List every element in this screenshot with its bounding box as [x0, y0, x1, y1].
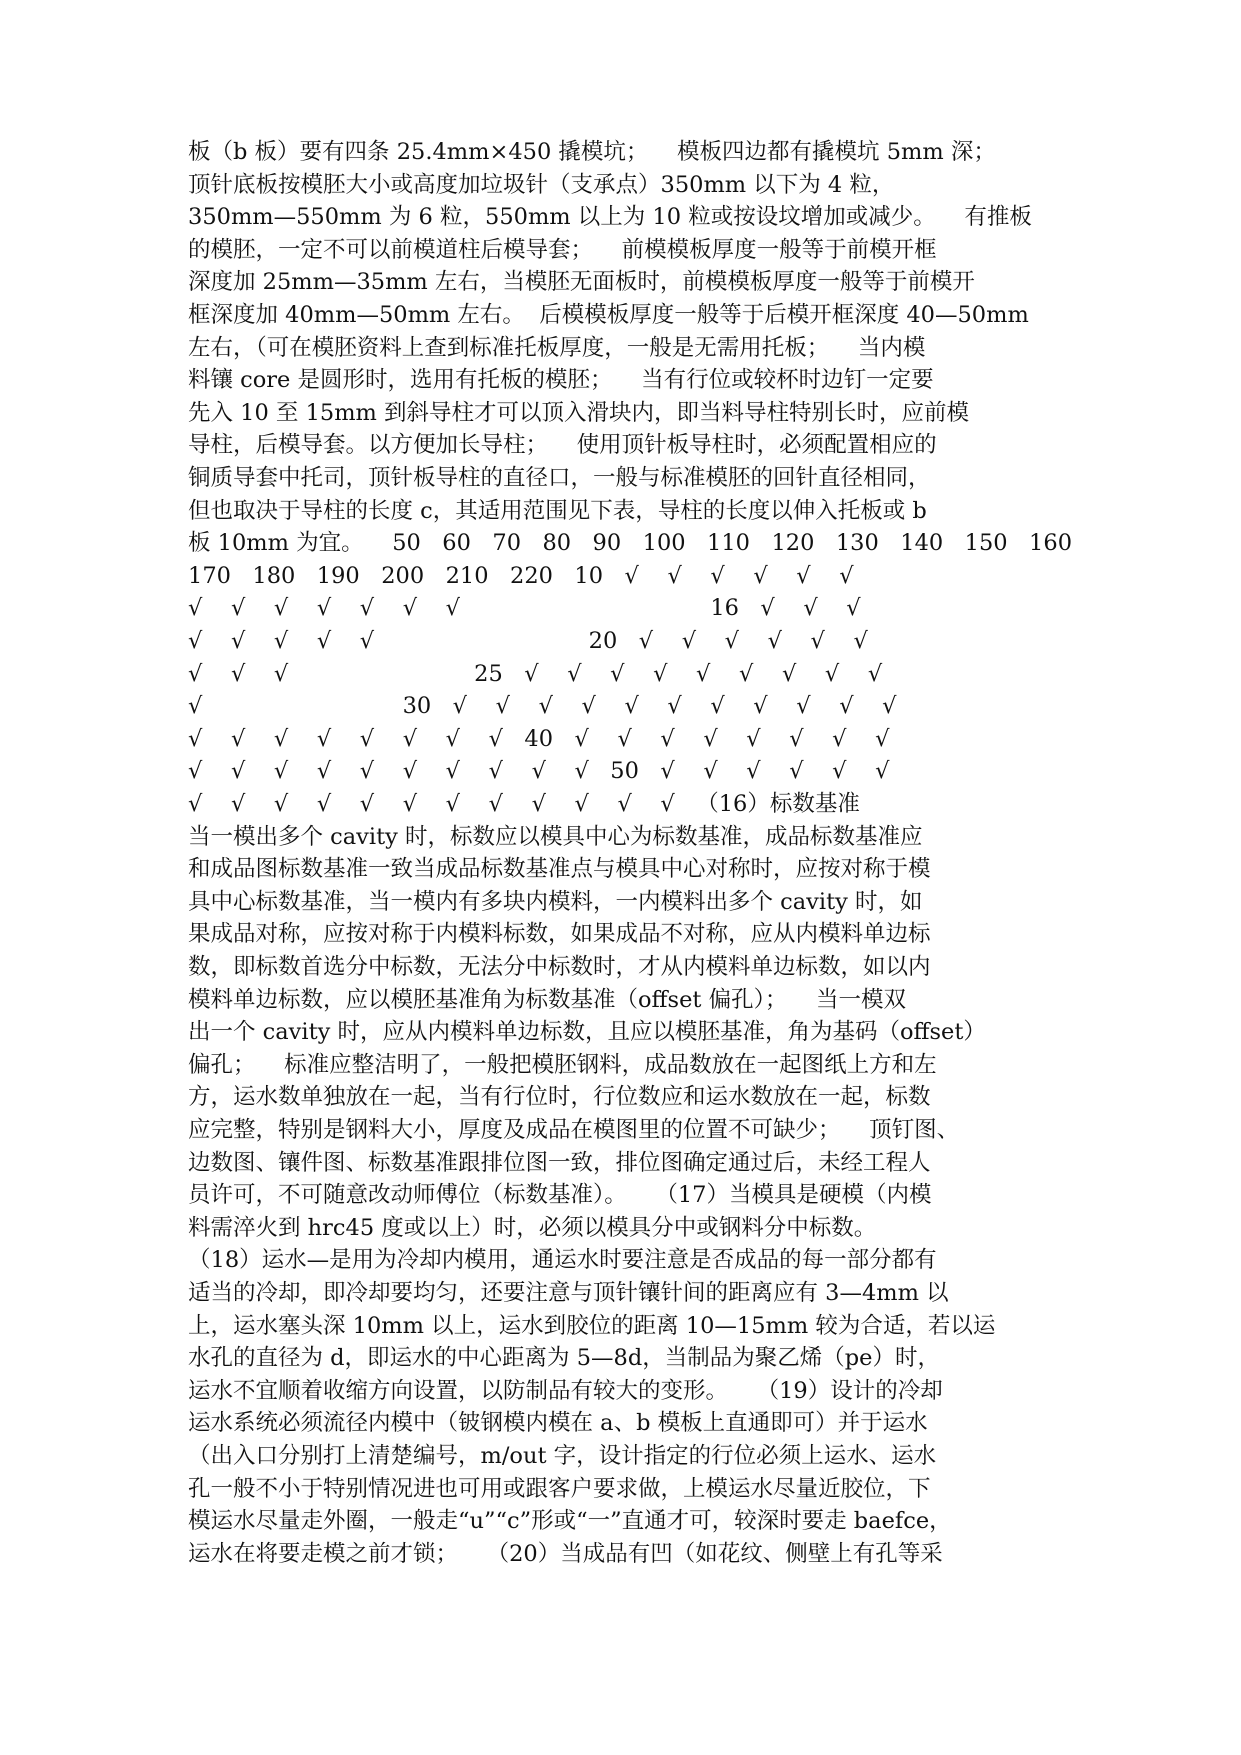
text-line: 深度加 25mm—35mm 左右，当模胚无面板时，前模模板厚度一般等于前模开	[188, 269, 975, 296]
text-line: √ √ √ √ √ √ √ √ √ √ 50 √ √ √ √ √ √	[188, 758, 890, 785]
text-line: 方，运水数单独放在一起，当有行位时，行位数应和运水数放在一起，标数	[188, 1084, 931, 1111]
text-line: 170 180 190 200 210 220 10 √ √ √ √ √ √	[188, 562, 854, 589]
text-line: 铜质导套中托司，顶针板导柱的直径口，一般与标准模胚的回针直径相同，	[188, 465, 931, 491]
text-line: 果成品对称，应按对称于内模料标数，如果成品不对称，应从内模料单边标	[188, 921, 931, 948]
text-line: √ 30 √ √ √ √ √ √ √ √ √ √ √	[188, 693, 897, 720]
text-line: 孔一般不小于特别情况进也可用或跟客户要求做，上模运水尽量近胶位，下	[188, 1475, 931, 1502]
text-line: 先入 10 至 15mm 到斜导柱才可以顶入滑块内，即当料导柱特别长时，应前模	[188, 399, 970, 426]
text-line: 的模胚，一定不可以前模道柱后模导套； 前模模板厚度一般等于前模开框	[188, 236, 937, 263]
text-line: 板 10mm 为宜。 50 60 70 80 90 100 110 120 130 140 150 160	[188, 530, 1073, 557]
text-line: 适当的冷却，即冷却要均匀，还要注意与顶针镶针间的距离应有 3—4mm 以	[188, 1280, 949, 1306]
text-line: 出一个 cavity 时，应从内模料单边标数，且应以模胚基准，角为基码（offset）	[188, 1019, 986, 1046]
text-line: 和成品图标数基准一致当成品标数基准点与模具中心对称时，应按对称于模	[188, 856, 931, 883]
text-line: 料需淬火到 hrc45 度或以上）时，必须以模具分中或钢料分中标数。	[188, 1214, 877, 1241]
text-line: 当一模出多个 cavity 时，标数应以模具中心为标数基准，成品标数基准应	[188, 823, 923, 850]
text-line: √ √ √ √ √ √ √ √ 40 √ √ √ √ √ √ √ √	[188, 725, 890, 752]
text-line: 员许可，不可随意改动师傅位（标数基准）。 （17）当模具是硬模（内模	[188, 1182, 932, 1209]
text-line: 框深度加 40mm—50mm 左右。 后模模板厚度一般等于后模开框深度 40—50mm	[188, 302, 1029, 328]
text-line: 板（b 板）要有四条 25.4mm×450 撬模坑； 模板四边都有撬模坑 5mm 深；	[188, 139, 996, 165]
text-line: 但也取决于导柱的长度 c，其适用范围见下表，导柱的长度以伸入托板或 b	[188, 497, 927, 524]
text-line: √ √ √ 25 √ √ √ √ √ √ √ √ √	[188, 660, 883, 687]
text-line: 顶针底板按模胚大小或高度加垃圾针（支承点）350mm 以下为 4 粒，	[188, 171, 895, 198]
text-line: 模料单边标数，应以模胚基准角为标数基准（offset 偏孔）； 当一模双	[188, 986, 906, 1013]
text-line: 350mm—550mm 为 6 粒，550mm 以上为 10 粒或按设坟增加或减少。 有推板	[188, 204, 1032, 231]
text-line: 运水系统必须流径内模中（铍钢模内模在 a、b 模板上直通即可）并于运水	[188, 1410, 928, 1437]
text-line: 应完整，特别是钢料大小，厚度及成品在模图里的位置不可缺少； 顶钉图、	[188, 1117, 960, 1143]
text-line: 运水在将要走模之前才锁； （20）当成品有凹（如花纹、侧壁上有孔等采	[188, 1540, 943, 1567]
text-line: 边数图、镶件图、标数基准跟排位图一致，排位图确定通过后，未经工程人	[188, 1149, 931, 1176]
text-line: 上，运水塞头深 10mm 以上，运水到胶位的距离 10—15mm 较为合适，若以运	[188, 1312, 996, 1339]
text-line: 左右，（可在模胚资料上查到标准托板厚度，一般是无需用托板； 当内模	[188, 334, 926, 361]
text-line: 运水不宜顺着收缩方向设置，以防制品有较大的变形。 （19）设计的冷却	[188, 1377, 943, 1404]
text-line: （出入口分别打上清楚编号，m/out 字，设计指定的行位必须上运水、运水	[188, 1443, 937, 1469]
text-line: 导柱，后模导套。以方便加长导柱； 使用顶针板导柱时，必须配置相应的	[188, 432, 937, 459]
text-line: （18）运水—是用为冷却内模用，通运水时要注意是否成品的每一部分都有	[188, 1247, 937, 1274]
text-line: 具中心标数基准，当一模内有多块内模料，一内模料出多个 cavity 时，如	[188, 888, 923, 915]
text-line: 数，即标数首选分中标数，无法分中标数时，才从内模料单边标数，如以内	[188, 954, 931, 980]
text-line: 偏孔； 标准应整洁明了，一般把模胚钢料，成品数放在一起图纸上方和左	[188, 1051, 937, 1078]
text-line: 模运水尽量走外圈，一般走“u”“c”形或“一”直通才可，较深时要走 baefce，	[188, 1508, 952, 1535]
text-line: 水孔的直径为 d，即运水的中心距离为 5—8d，当制品为聚乙烯（pe）时，	[188, 1345, 940, 1372]
text-line: 料镶 core 是圆形时，选用有托板的模胚； 当有行位或较杯时边钉一定要	[188, 367, 934, 394]
text-line: √ √ √ √ √ 20 √ √ √ √ √ √	[188, 628, 868, 654]
text-line: √ √ √ √ √ √ √ 16 √ √ √	[188, 595, 861, 622]
text-line: √ √ √ √ √ √ √ √ √ √ √ √ （16）标数基准	[188, 791, 860, 817]
